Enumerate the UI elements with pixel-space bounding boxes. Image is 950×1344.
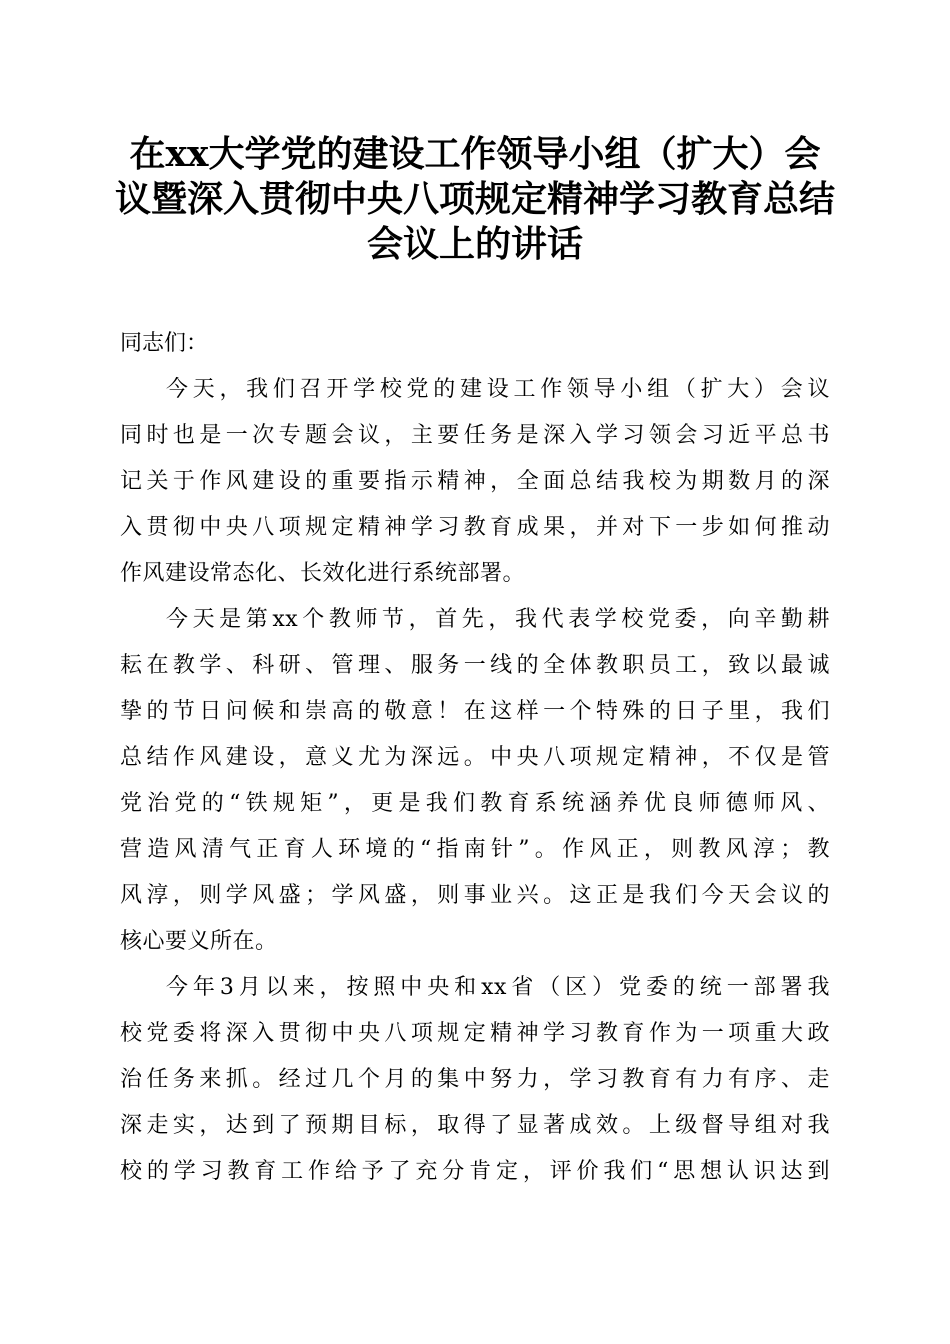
text-line: 深走实，达到了预期目标，取得了显著成效。上级督导组对我	[120, 1113, 830, 1138]
salutation: 同志们：	[120, 331, 209, 356]
text-line: 今年3月以来，按照中央和xx省（区）党委的统一部署我	[166, 975, 830, 1000]
text-line: 营造风清气正育人环境的“指南针”。作风正，则教风淳；教	[120, 837, 830, 862]
text-line: 风淳，则学风盛；学风盛，则事业兴。这正是我们今天会议的	[120, 883, 830, 908]
text-line: 作风建设常态化、长效化进行系统部署。	[120, 561, 526, 586]
paragraph	[120, 367, 830, 597]
text-line: 校的学习教育工作给予了充分肯定，评价我们“思想认识达到	[120, 1159, 830, 1184]
document-title	[110, 132, 840, 267]
text-line: 今天，我们召开学校党的建设工作领导小组（扩大）会议	[166, 377, 830, 402]
document-body	[120, 367, 830, 1195]
title-line: 在xx大学党的建设工作领导小组（扩大）会	[129, 133, 821, 175]
title-line: 会议上的讲话	[366, 223, 583, 265]
text-line: 记关于作风建设的重要指示精神，全面总结我校为期数月的深	[120, 469, 830, 494]
text-line: 入贯彻中央八项规定精神学习教育成果，并对下一步如何推动	[120, 515, 830, 540]
title-line: 议暨深入贯彻中央八项规定精神学习教育总结	[114, 178, 835, 220]
text-line: 总结作风建设，意义尤为深远。中央八项规定精神，不仅是管	[120, 745, 830, 770]
text-line: 耘在教学、科研、管理、服务一线的全体教职员工，致以最诚	[120, 653, 830, 678]
paragraph	[120, 597, 830, 965]
text-line: 今天是第xx个教师节，首先，我代表学校党委，向辛勤耕	[166, 607, 830, 632]
text-line: 同时也是一次专题会议，主要任务是深入学习领会习近平总书	[120, 423, 830, 448]
text-line: 治任务来抓。经过几个月的集中努力，学习教育有力有序、走	[120, 1067, 830, 1092]
text-line: 核心要义所在。	[120, 929, 278, 954]
paragraph	[120, 965, 830, 1195]
text-line: 党治党的“铁规矩”，更是我们教育系统涵养优良师德师风、	[120, 791, 830, 816]
text-line: 挚的节日问候和崇高的敬意！在这样一个特殊的日子里，我们	[120, 699, 830, 724]
text-line: 校党委将深入贯彻中央八项规定精神学习教育作为一项重大政	[120, 1021, 830, 1046]
